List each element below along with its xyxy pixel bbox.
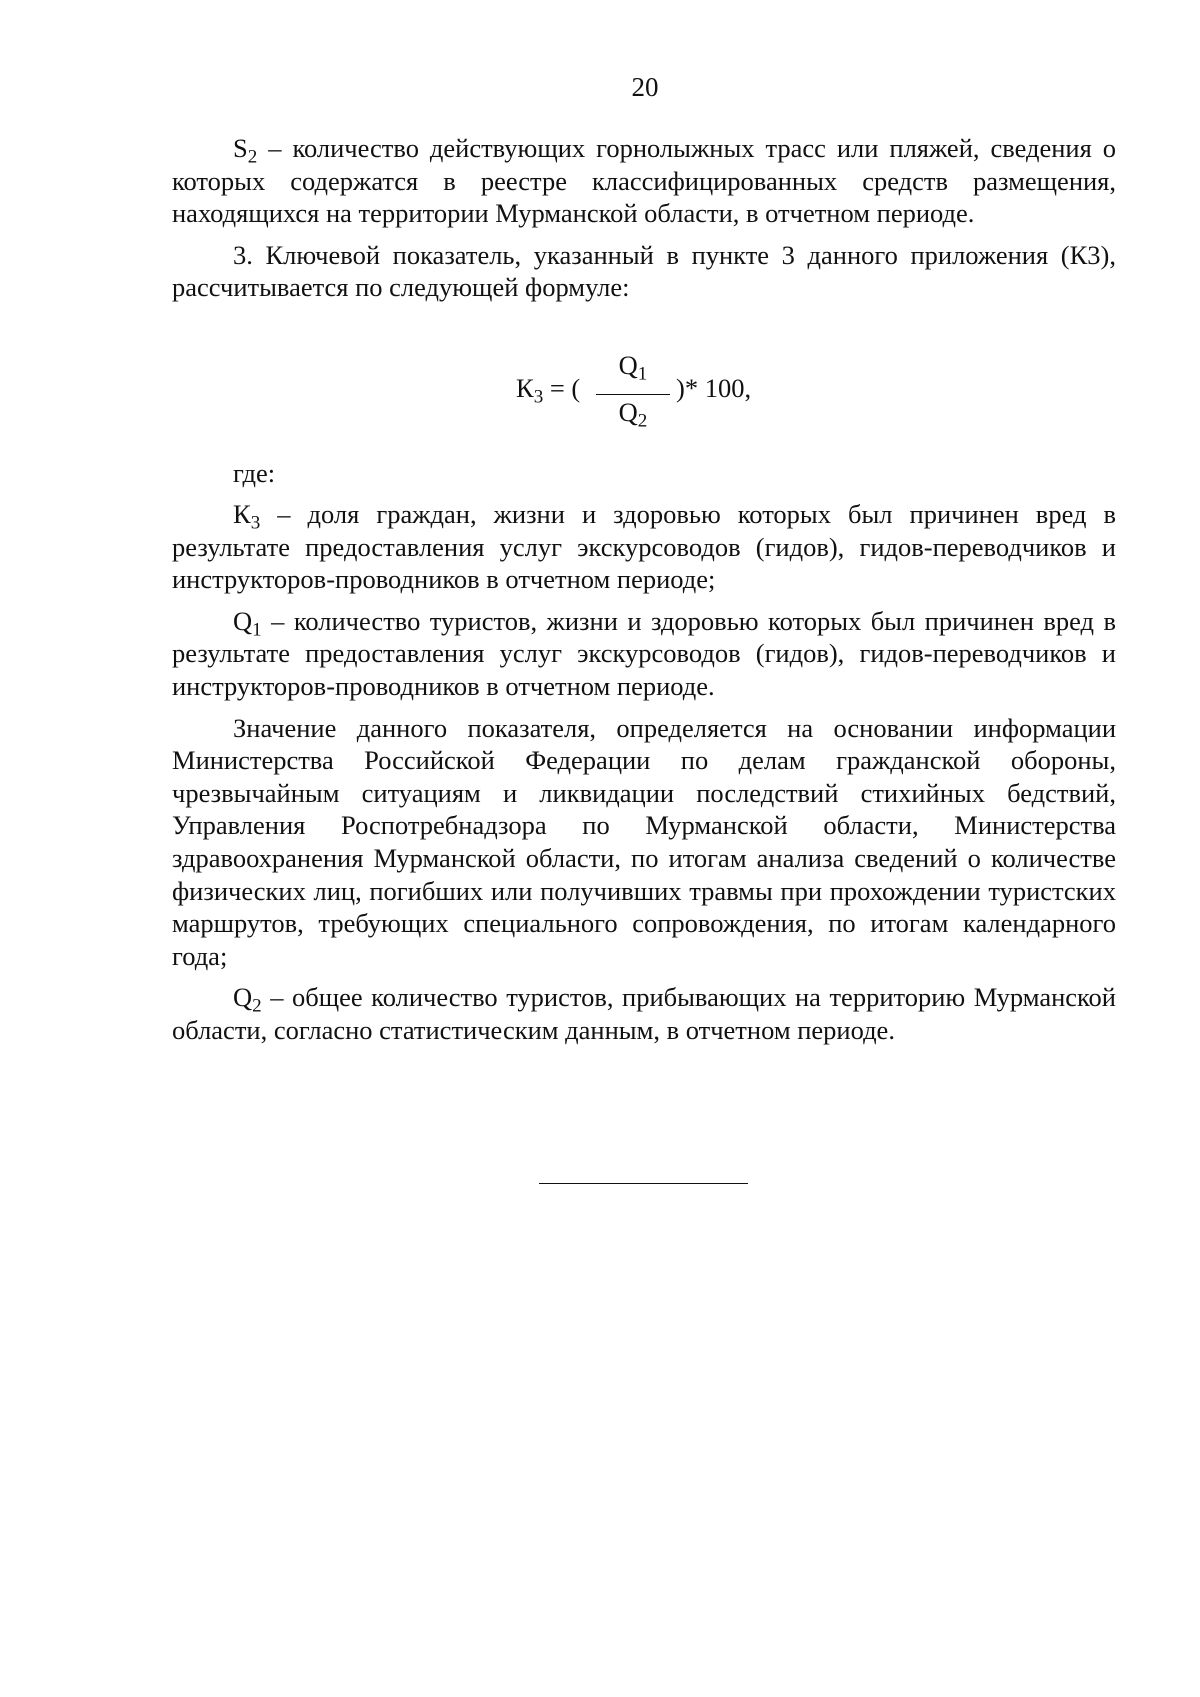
fraction-bar [596, 394, 670, 395]
formula-rhs: )* 100, [676, 373, 752, 403]
numerator-symbol: Q [618, 350, 638, 380]
paragraph-source-info [172, 712, 1116, 973]
formula-fraction [596, 350, 670, 434]
page-number: 20 [631, 72, 659, 102]
symbol: Q [233, 982, 253, 1013]
paragraph-s2-definition [172, 132, 1116, 230]
definition-q2 [172, 981, 1116, 1046]
end-divider-line [539, 1183, 748, 1184]
paragraph-text: – количество туристов, жизни и здоровью которых был причинен вред в результате предоставления услуг экскурсоводов (гидов), гидов-переводчиков и инструкторов-проводников в отчетном периоде. [172, 605, 1116, 701]
paragraph-text: – количество действующих горнолыжных трасс или пляжей, сведения о которых содержатся в реестре классифицированных средств размещения, находящихся на территории Мурманской области, в отчетном периоде. [172, 133, 1116, 229]
symbol: Q [233, 605, 253, 636]
symbol: S [233, 133, 248, 163]
k3-formula [516, 350, 916, 450]
paragraph-text: Значение данного показателя, определяется на основании информации Министерства Российской Федерации по делам гражданской обороны, чрезвычайным ситуациям и ликвидации последствий стихийных бедствий, Управления Роспотребнадзора по Мурманской области, Министерства здравоохранения Мурманской области, по итогам анализа сведений о количестве физических лиц, погибших или получивших травмы при прохождении туристских маршрутов, требующих специального сопровождения, по итогам календарного года; [172, 712, 1116, 971]
definition-q1 [172, 605, 1116, 703]
definitions-block [172, 498, 1116, 1056]
symbol-subscript: 1 [252, 619, 262, 641]
symbol: К [233, 499, 251, 529]
formula-numerator [596, 350, 670, 385]
paragraph-text: 3. Ключевой показатель, указанный в пункте 3 данного приложения (К3), рассчитывается по следующей формуле: [172, 239, 1116, 303]
paragraph-k3-intro [172, 239, 1116, 304]
numerator-subscript: 1 [637, 363, 648, 385]
formula-denominator [596, 397, 670, 432]
symbol-subscript: 2 [252, 995, 262, 1017]
paragraph-text: – общее количество туристов, прибывающих на территорию Мурманской области, согласно статистическим данным, в отчетном периоде. [172, 982, 1116, 1045]
symbol-subscript: 2 [247, 146, 258, 168]
formula-lhs-subscript: 3 [533, 386, 544, 408]
denominator-subscript: 2 [637, 410, 648, 432]
symbol-subscript: 3 [250, 512, 261, 534]
paragraph-text: – доля граждан, жизни и здоровью которых был причинен вред в результате предоставления услуг экскурсоводов (гидов), гидов-переводчиков и инструкторов-проводников в отчетном периоде; [172, 499, 1116, 595]
denominator-symbol: Q [618, 397, 638, 427]
formula-lhs-symbol: К [516, 373, 534, 403]
top-text-block [172, 132, 1116, 304]
definition-k3 [172, 498, 1116, 596]
where-label: где: [233, 458, 276, 488]
formula-lhs [516, 373, 581, 408]
formula-lhs-operator: = ( [543, 373, 581, 403]
